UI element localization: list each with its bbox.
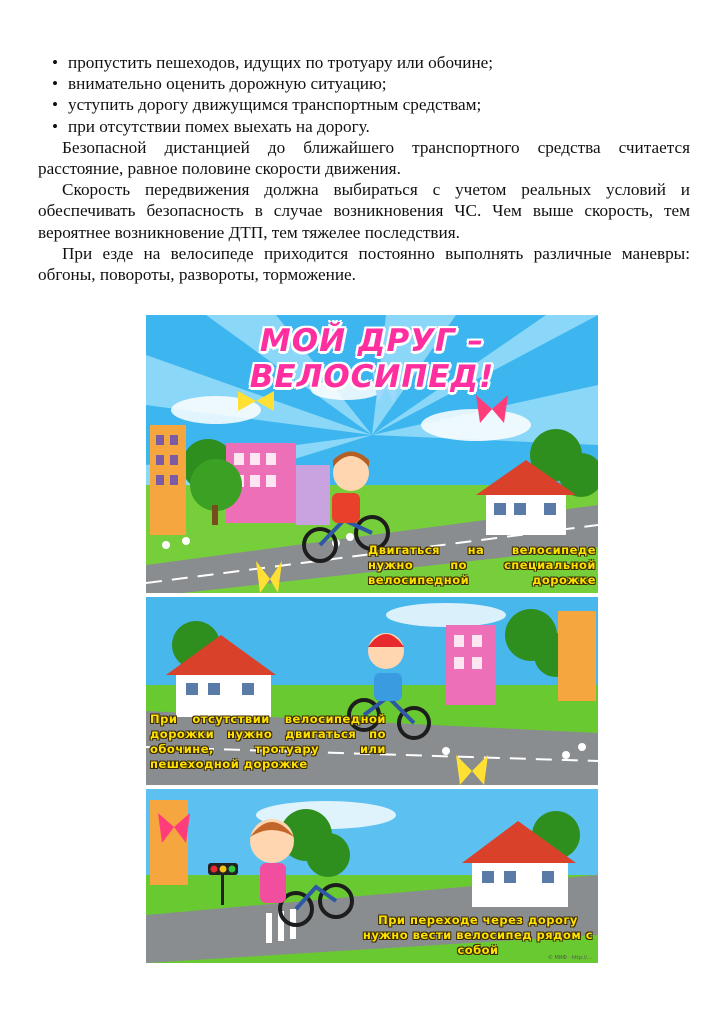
poster-illustration (146, 315, 598, 963)
paragraph: Скорость передвижения должна выбираться с учетом реальных условий и обеспечивать безопасность в случае возникновения ЧС. Чем выше скорость, тем вероятнее возникновение ДТП, тем тяжелее последствия. (38, 180, 690, 242)
list-item: • уступить дорогу движущимся транспортным средствам; (52, 95, 482, 115)
list-item: • внимательно оценить дорожную ситуацию; (52, 74, 387, 94)
caption-bike-lane: Двигаться на велосипеде нужно по специальной велосипедной дорожке (368, 543, 596, 587)
paragraph: Безопасной дистанцией до ближайшего транспортного средства считается расстояние, равное половине скорости движения. (38, 137, 690, 179)
paragraph: При езде на велосипеде приходится постоянно выполнять различные маневры: обгоны, повороты, развороты, торможение. (38, 243, 690, 285)
list-item: • при отсутствии помех выехать на дорогу. (52, 116, 370, 136)
list-item: • пропустить пешеходов, идущих по тротуару или обочине; (52, 53, 494, 72)
caption-roadside: При отсутствии велосипедной дорожки нужно двигаться по обочине, тротуару или пешеходной дорожке (150, 712, 386, 771)
bullet-list (38, 52, 690, 137)
bicycle-safety-poster (146, 315, 598, 963)
document-text (38, 52, 690, 285)
poster-credit: © МИФ · http://… (547, 955, 592, 961)
caption-crossing: При переходе через дорогу нужно вести велосипед рядом с собой (362, 913, 594, 957)
poster-title: МОЙ ДРУГ – ВЕЛОСИПЕД! (249, 323, 495, 395)
